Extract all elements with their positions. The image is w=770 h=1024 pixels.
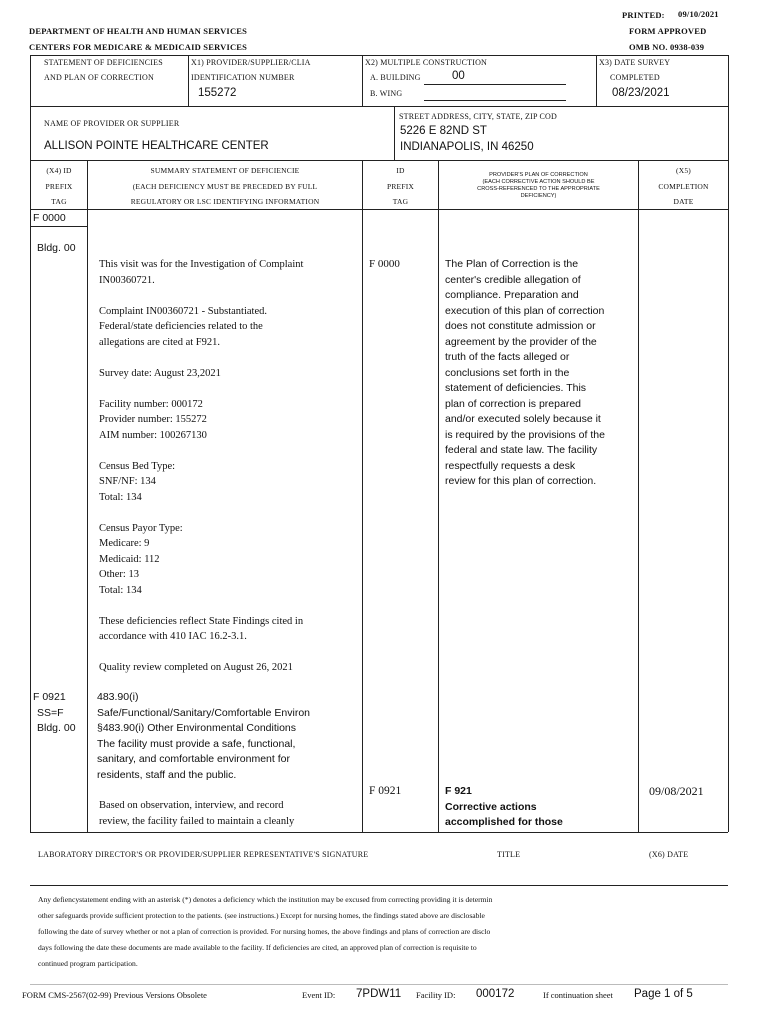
tag-f0921-block [33,690,76,737]
x4-header-3: TAG [51,197,67,206]
x5-header-3: DATE [673,197,694,206]
summary-line: Provider number: 155272 [99,414,207,425]
address-line-1: 5226 E 82ND ST [400,125,487,137]
rule-col-x4 [87,160,88,832]
summary-statement [99,257,303,676]
disclaimer-line: Any defiencystatement ending with an asterisk (*) denotes a deficiency which the institution may be excused from correcting providing it is determin [38,895,493,904]
building-label: A. BUILDING [370,73,421,82]
date-label: (X6) DATE [649,850,689,859]
summary-line: Complaint IN00360721 - Substantiated. [99,305,267,317]
provider-id-value: 155272 [198,87,237,99]
statement-label-2: AND PLAN OF CORRECTION [44,73,154,82]
summary-line [99,645,303,661]
x2-label: X2) MULTIPLE CONSTRUCTION [365,58,488,67]
poc-line: compliance. Preparation and [445,289,579,301]
rule-footer [30,984,728,985]
poc-line: execution of this plan of correction [445,304,605,317]
printed-date: 09/10/2021 [678,9,719,19]
disclaimer-line: following the date of survey whether or not a plan of correction is provided. For nursing homes, the above findings and plans of correction are disclo [38,927,491,936]
rule-col-poc [638,160,639,832]
summary-line: Census Payor Type: [99,522,183,534]
poc-line: agreement by the provider of the [445,335,597,348]
x5-header [639,163,728,210]
rule-address-left [394,106,395,160]
regulation-line: 483.90(i) [97,691,139,703]
summary-line: Census Bed Type: [99,460,176,472]
tag-f0000: F 0000 [33,212,66,224]
x4-header-1: (X4) ID [46,166,72,175]
poc-line: statement of deficiencies. This [445,382,587,394]
summary-line: SNF/NF: 134 [99,476,156,487]
omb-number: OMB NO. 0938-039 [629,42,705,52]
summary-header [88,163,362,210]
printed-label: PRINTED: [622,10,665,20]
id-tag-f0000: F 0000 [369,258,400,270]
building-underline [424,84,566,85]
survey-date-value: 08/23/2021 [612,87,670,99]
facility-id-value: 000172 [476,988,515,1000]
provider-name: ALLISON POINTE HEALTHCARE CENTER [44,140,269,152]
id-header-3: TAG [392,197,409,206]
rule-top [30,55,728,56]
rule-col-id [438,160,439,832]
poc-line: respectfully requests a desk [445,459,576,472]
summary-line: Federal/state deficiencies related to the [99,321,263,332]
summary-line [99,350,303,366]
poc-line: review for this plan of correction. [445,475,597,487]
summary-line [99,288,303,304]
poc-header-4: DEFICIENCY) [520,193,557,199]
summary-line: Other: 13 [99,569,139,580]
x3-label-2: COMPLETED [610,73,660,82]
summary-line: Total: 134 [99,491,142,503]
wing-underline [424,100,566,101]
summary-line [99,381,303,397]
building-value: 00 [452,70,465,82]
summary-line: This visit was for the Investigation of Complaint [99,259,304,270]
provider-name-label: NAME OF PROVIDER OR SUPPLIER [44,119,180,128]
regulation-line: residents, staff and the public. [97,768,237,781]
summary-header-1: SUMMARY STATEMENT OF DEFICIENCIE [150,166,300,175]
poc-line: center's credible allegation of [445,273,581,286]
poc-line: and/or executed solely because it [445,413,601,425]
summary-line: These deficiencies reflect State Findings cited in [99,615,304,627]
poc-header-3: CROSS-REFERENCED TO THE APPROPRIATE [477,186,600,192]
bldg-label: Bldg. 00 [37,242,76,254]
observation-line: Based on observation, interview, and record [99,800,284,811]
rule-col-summary [362,160,363,832]
disclaimer-line: other safeguards provide sufficient protection to the patients. (see instructions.) Except for nursing homes, the findings stated above are disclosable [38,911,485,920]
summary-line [99,443,303,459]
rule-signature [30,885,728,886]
rule-body-bottom [30,832,728,833]
poc-header-2: (EACH CORRECTIVE ACTION SHOULD BE [482,179,595,185]
summary-line: Survey date: August 23,2021 [99,367,221,379]
address-label: STREET ADDRESS, CITY, STATE, ZIP COD [399,112,557,121]
poc-line: does not constitute admission or [445,320,596,332]
rule-right [728,55,729,832]
id-header-1: ID [396,166,405,175]
disclaimer-line: continued program participation. [38,959,138,968]
summary-line: Total: 134 [99,584,142,596]
form-approved: FORM APPROVED [629,26,707,36]
disclaimer-line: days following the date these documents are made available to the facility. If deficiencies are cited, an approved plan of correction is requisite to [38,943,477,952]
rule-tag-divider [30,226,88,227]
summary-line: Facility number: 000172 [99,398,203,410]
x5-header-2: COMPLETION [658,181,709,191]
regulation-line: The facility must provide a safe, functional, [97,737,296,750]
summary-line: allegations are cited at F921. [99,336,221,348]
facility-id-label: Facility ID: [416,990,456,1000]
summary-line: AIM number: 100267130 [99,429,207,441]
rule-box-bottom [30,160,728,161]
signature-label: LABORATORY DIRECTOR'S OR PROVIDER/SUPPLIER REPRESENTATIVE'S SIGNATURE [38,850,369,859]
summary-line: Medicaid: 112 [99,553,160,565]
poc-line: The Plan of Correction is the [445,258,579,270]
regulation-line: Safe/Functional/Sanitary/Comfortable Environ [97,706,311,719]
poc-header-1: PROVIDER'S PLAN OF CORRECTION [489,172,588,178]
poc2-line: F 921 [445,785,472,797]
page-number: Page 1 of 5 [634,988,693,1000]
id-tag-f0921: F 0921 [369,785,402,797]
tag-f0921: F 0921 [33,691,66,703]
summary-line: Medicare: 9 [99,538,150,549]
summary-line: IN00360721. [99,274,155,286]
summary-line: accordance with 410 IAC 16.2-3.1. [99,631,247,642]
id-header [363,163,438,210]
address-line-2: INDIANAPOLIS, IN 46250 [400,141,534,153]
summary-header-2: (EACH DEFICIENCY MUST BE PRECEDED BY FULL [132,181,318,191]
wing-label: B. WING [370,89,403,98]
event-id-label: Event ID: [302,990,336,1000]
summary-line [99,505,303,521]
x3-label-1: X3) DATE SURVEY [599,58,671,67]
poc-line: is required by the provisions of the [445,428,605,441]
regulation-line: sanitary, and comfortable environment for [97,753,290,765]
x5-header-1: (X5) [676,166,691,175]
poc2-line: accomplished for those [445,816,563,828]
summary-line [99,598,303,614]
id-header-2: PREFIX [386,181,415,191]
disclaimer [38,892,728,972]
rule-x2-left [362,55,363,106]
regulation-text [97,690,310,783]
poc-line: truth of the facts alleged or [445,351,570,363]
observation-text [99,798,294,829]
continuation-label: If continuation sheet [543,990,613,1000]
statement-label-1: STATEMENT OF DEFICIENCIES [44,58,163,67]
event-id-value: 7PDW11 [356,988,402,1000]
centers-name: CENTERS FOR MEDICARE & MEDICAID SERVICES [29,42,248,52]
poc-line: conclusions set forth in the [445,366,570,379]
poc2-line: Corrective actions [445,800,537,813]
completion-date: 09/08/2021 [649,784,704,798]
tag-bldg: Bldg. 00 [37,722,76,734]
poc-header [439,172,638,200]
rule-x3-left [596,55,597,106]
regulation-line: §483.90(i) Other Environmental Conditions [97,722,297,734]
department-name: DEPARTMENT OF HEALTH AND HUMAN SERVICES [29,26,248,36]
x4-header [31,163,87,210]
summary-line: Quality review completed on August 26, 2021 [99,662,293,673]
observation-line: review, the facility failed to maintain a cleanly [99,815,295,827]
x4-header-2: PREFIX [45,181,73,191]
x1-label-2: IDENTIFICATION NUMBER [191,73,295,82]
poc-line: plan of correction is prepared [445,397,581,410]
x1-label-1: X1) PROVIDER/SUPPLIER/CLIA [191,58,311,67]
plan-of-correction-f921 [445,784,563,831]
plan-of-correction [445,257,605,490]
form-number: FORM CMS-2567(02-99) Previous Versions Obsolete [22,990,207,1000]
rule-box-middle [30,106,728,107]
tag-ssf: SS=F [37,706,64,719]
summary-header-3: REGULATORY OR LSC IDENTIFYING INFORMATION [130,197,320,206]
poc-line: federal and state law. The facility [445,444,598,456]
rule-x1-left [188,55,189,106]
title-label: TITLE [497,850,521,859]
